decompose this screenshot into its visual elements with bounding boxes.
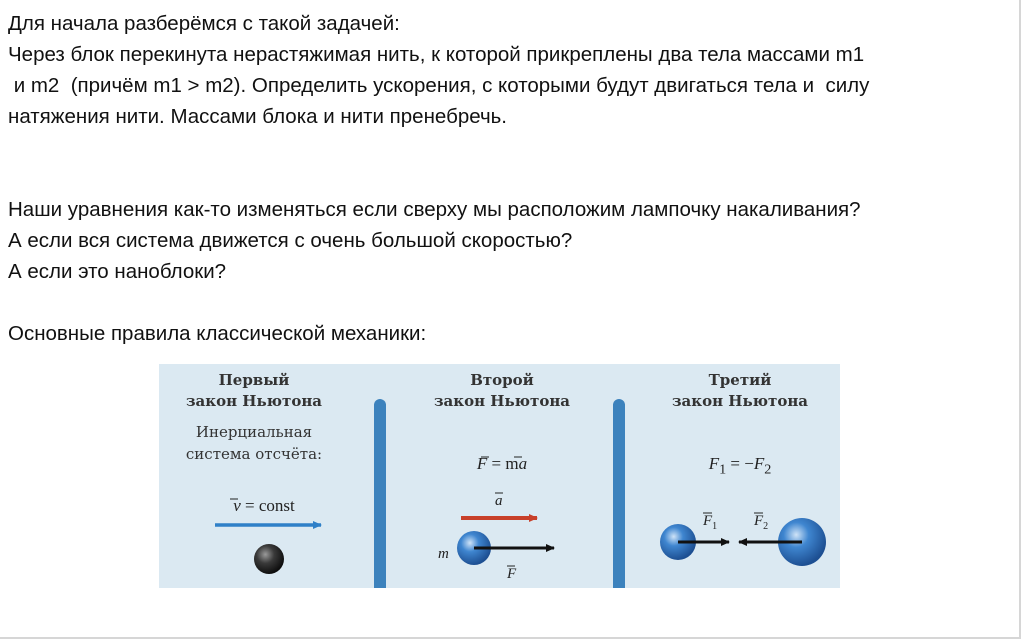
force1-label-main: F xyxy=(703,513,713,529)
force2-label xyxy=(753,513,768,532)
question-2: А если вся система движется с очень большой скоростью? xyxy=(8,229,573,252)
laws-diagram xyxy=(159,364,840,588)
force2-symbol: F xyxy=(753,454,765,473)
question-1: Наши уравнения как-то изменяться если сверху мы расположим лампочку накаливания? xyxy=(8,198,861,221)
third-law-title-line1: Третий xyxy=(708,371,772,389)
ball-dark xyxy=(254,544,284,574)
third-law-title-line2: закон Ньютона xyxy=(671,392,809,410)
force-label: F xyxy=(507,566,517,582)
acceleration-symbol: a xyxy=(518,454,528,473)
spacer xyxy=(8,287,1008,318)
force-symbol: F xyxy=(476,454,488,473)
force1-label-sub: 1 xyxy=(712,521,718,532)
second-law-title-line2: закон Ньютона xyxy=(433,392,571,410)
question-3: А если это наноблоки? xyxy=(8,260,227,283)
force1-symbol: F xyxy=(708,454,720,473)
rules-heading: Основные правила классической механики: xyxy=(8,322,427,345)
force2-label-main: F xyxy=(754,513,764,529)
problem-line-1: Через блок перекинута нерастяжимая нить, к которой прикреплены два тела массами m1 xyxy=(8,43,865,66)
force1-label xyxy=(702,513,717,532)
force2-label-sub: 2 xyxy=(763,521,769,532)
acceleration-label: a xyxy=(495,493,503,509)
intro-heading: Для начала разберёмся с такой задачей: xyxy=(8,12,400,35)
newton-laws-figure xyxy=(159,364,840,588)
force2-subscript: 2 xyxy=(764,461,772,478)
first-law-formula-rest: = const xyxy=(240,496,295,515)
velocity-symbol: v xyxy=(233,496,241,515)
problem-line-3: натяжения нити. Массами блока и нити пренебречь. xyxy=(8,105,507,128)
problem-line-2: и m2 (причём m1 > m2). Определить ускорения, с которыми будут двигаться тела и силу xyxy=(8,74,870,97)
spacer xyxy=(8,163,1008,194)
second-law-formula-eq: = m xyxy=(487,454,519,473)
force1-subscript: 1 xyxy=(719,461,727,478)
second-law-title-line1: Второй xyxy=(470,371,534,389)
first-law-sub-line1: Инерциальная xyxy=(195,423,313,441)
first-law-title-line2: закон Ньютона xyxy=(185,392,323,410)
first-law-sub-line2: система отсчёта: xyxy=(185,445,323,463)
first-law-title-line1: Первый xyxy=(218,371,290,389)
spacer xyxy=(8,132,1008,163)
mass-label: m xyxy=(438,546,449,562)
slide-text xyxy=(8,8,1008,349)
third-law-formula-eq: = − xyxy=(726,454,754,473)
